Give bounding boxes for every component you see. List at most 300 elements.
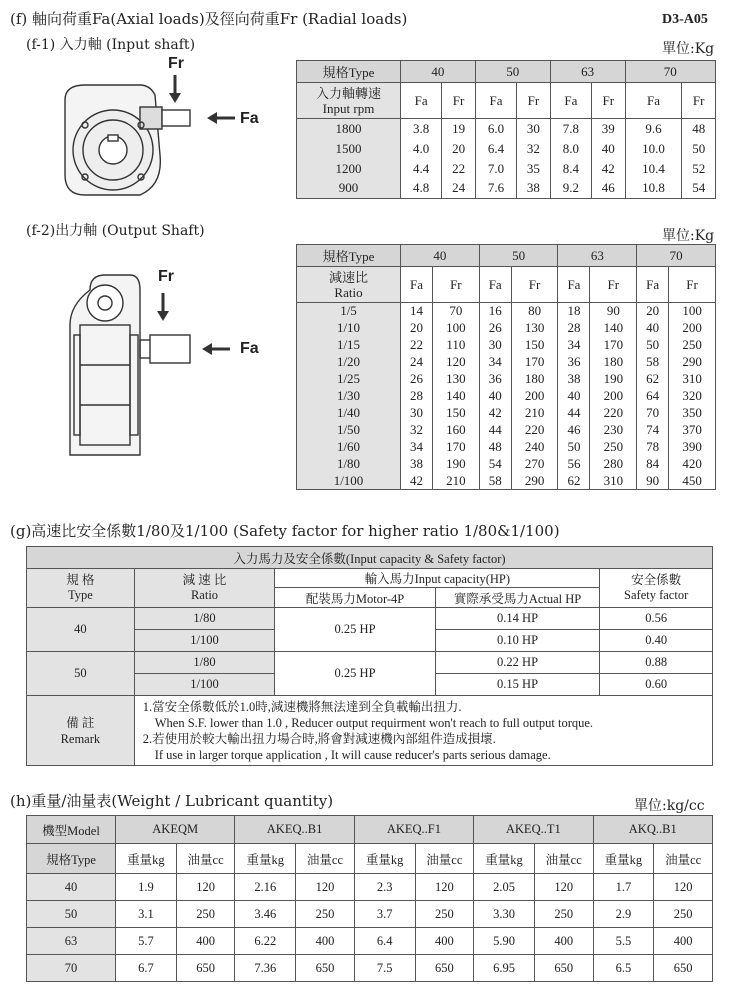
f2-cell: 220 <box>511 422 558 439</box>
g-remark-label <box>27 696 135 766</box>
h-cell: 1.7 <box>593 874 654 901</box>
g-input-capacity: 輸入馬力Input capacity(HP) <box>275 569 600 588</box>
f1-cell: 6.0 <box>475 119 516 139</box>
f1-cell: 20 <box>442 139 476 159</box>
f1-cell: 10.0 <box>625 139 682 159</box>
f1-cell: 54 <box>682 179 716 199</box>
g-remark-text <box>134 696 712 766</box>
f2-cell: 130 <box>432 371 479 388</box>
f2-cell: 100 <box>669 303 716 320</box>
table-row <box>27 901 713 928</box>
f1-subheader-row <box>297 83 716 119</box>
g-sf: 0.60 <box>600 674 713 696</box>
g-motor-50: 0.25 HP <box>275 652 436 696</box>
f1-cell: 7.8 <box>550 119 591 139</box>
f1-cell: 46 <box>592 179 626 199</box>
g-sf-en: Safety factor <box>624 588 689 602</box>
f1-cell: 4.8 <box>401 179 442 199</box>
table-row <box>297 119 716 139</box>
g-header-row-1 <box>27 569 713 588</box>
table-row <box>297 388 716 405</box>
f1-header-row <box>297 61 716 83</box>
f2-cell: 200 <box>669 320 716 337</box>
f2-cell: 270 <box>511 456 558 473</box>
f2-cell: 310 <box>669 371 716 388</box>
g-actual: 0.14 HP <box>435 608 599 630</box>
h-cell: 650 <box>654 955 713 982</box>
h-cell: 400 <box>654 928 713 955</box>
remark-line: 1.當安全係數低於1.0時,減速機將無法達到全負載輸出扭力. <box>142 699 462 714</box>
f2-cell: 140 <box>590 320 637 337</box>
h-col-weight: 重量kg <box>593 844 654 874</box>
f1-cell: 3.8 <box>401 119 442 139</box>
g-ratio: 1/100 <box>134 630 275 652</box>
f2-cell: 28 <box>401 388 433 405</box>
f1-rpm-label <box>297 83 401 119</box>
f2-row-key: 1/100 <box>297 473 401 490</box>
f2-cell: 290 <box>511 473 558 490</box>
h-row-key: 50 <box>27 901 116 928</box>
h-cell: 250 <box>534 901 593 928</box>
g-actual-header: 實際承受馬力Actual HP <box>435 588 599 608</box>
h-cell: 2.05 <box>474 874 535 901</box>
safety-factor-table <box>26 546 713 766</box>
section-h-title: (h)重量/油量表(Weight / Lubricant quantity) <box>10 792 334 810</box>
h-cell: 7.36 <box>235 955 296 982</box>
h-col-weight: 重量kg <box>354 844 415 874</box>
g-sf: 0.40 <box>600 630 713 652</box>
f2-row-key: 1/20 <box>297 354 401 371</box>
h-cell: 250 <box>654 901 713 928</box>
h-col-oil: 油量cc <box>534 844 593 874</box>
f2-cell: 30 <box>401 405 433 422</box>
f2-unit: 單位:Kg <box>662 228 715 244</box>
f2-cell: 20 <box>637 303 669 320</box>
f2-cell: 40 <box>637 320 669 337</box>
f1-rpm-label-cn: 入力軸轉速 <box>315 85 381 101</box>
f1-cell: 39 <box>592 119 626 139</box>
f2-cell: 190 <box>432 456 479 473</box>
f1-size-40: 40 <box>401 61 476 83</box>
f2-size-50: 50 <box>479 245 558 267</box>
f2-cell: 160 <box>432 422 479 439</box>
table-row <box>297 337 716 354</box>
f2-col-fa: Fa <box>401 267 433 303</box>
output-shaft-load-table <box>296 244 716 490</box>
h-model: AKQ..B1 <box>593 816 713 844</box>
g-sf-cn: 安全係數 <box>631 573 682 587</box>
f2-cell: 210 <box>511 405 558 422</box>
h-cell: 120 <box>534 874 593 901</box>
f2-cell: 38 <box>401 456 433 473</box>
f2-cell: 40 <box>479 388 511 405</box>
f2-row-key: 1/50 <box>297 422 401 439</box>
f2-row-key: 1/15 <box>297 337 401 354</box>
f2-row-key: 1/80 <box>297 456 401 473</box>
g-type-40: 40 <box>27 608 135 652</box>
h-cell: 6.22 <box>235 928 296 955</box>
h-type-label: 規格Type <box>27 844 116 874</box>
f1-cell: 9.6 <box>625 119 682 139</box>
f2-size-40: 40 <box>401 245 480 267</box>
f2-cell: 100 <box>432 320 479 337</box>
h-cell: 650 <box>176 955 235 982</box>
g-type-50: 50 <box>27 652 135 696</box>
f1-cell: 30 <box>517 119 551 139</box>
h-cell: 650 <box>534 955 593 982</box>
f2-cell: 28 <box>558 320 590 337</box>
f1-subtitle: (f-1) 入力軸 (Input shaft) <box>26 37 196 53</box>
h-cell: 5.7 <box>116 928 177 955</box>
remark-line: If use in larger torque application , It will cause reducer's parts serious damage. <box>154 747 551 762</box>
f2-cell: 200 <box>590 388 637 405</box>
f1-spec-label: 規格Type <box>297 61 401 83</box>
f2-cell: 90 <box>590 303 637 320</box>
f2-cell: 38 <box>558 371 590 388</box>
f2-cell: 34 <box>401 439 433 456</box>
f1-cell: 7.0 <box>475 159 516 179</box>
f2-cell: 150 <box>511 337 558 354</box>
f2-cell: 36 <box>558 354 590 371</box>
g-sf: 0.88 <box>600 652 713 674</box>
h-cell: 3.7 <box>354 901 415 928</box>
f1-col-fr: Fr <box>442 83 476 119</box>
f1-cell: 19 <box>442 119 476 139</box>
h-cell: 250 <box>296 901 355 928</box>
h-cell: 650 <box>415 955 474 982</box>
h-cell: 2.9 <box>593 901 654 928</box>
f2-size-63: 63 <box>558 245 637 267</box>
f1-cell: 32 <box>517 139 551 159</box>
remark-line: When S.F. lower than 1.0 , Reducer output requirment won't reach to full output torque. <box>154 715 594 730</box>
f2-cell: 54 <box>479 456 511 473</box>
g-ratio-en: Ratio <box>190 588 219 602</box>
f1-col-fa: Fa <box>625 83 682 119</box>
f1-cell: 10.8 <box>625 179 682 199</box>
page-code: D3-A05 <box>662 12 708 27</box>
g-ratio: 1/80 <box>134 652 275 674</box>
f2-cell: 56 <box>558 456 590 473</box>
g-motor-header: 配裝馬力Motor-4P <box>275 588 436 608</box>
h-cell: 6.4 <box>354 928 415 955</box>
f2-cell: 140 <box>432 388 479 405</box>
f2-row-key: 1/40 <box>297 405 401 422</box>
f2-cell: 80 <box>511 303 558 320</box>
g-sf: 0.56 <box>600 608 713 630</box>
h-model: AKEQ..T1 <box>474 816 593 844</box>
f2-cell: 290 <box>669 354 716 371</box>
g-ratio: 1/100 <box>134 674 275 696</box>
f1-cell: 24 <box>442 179 476 199</box>
h-row-key: 40 <box>27 874 116 901</box>
f2-cell: 170 <box>511 354 558 371</box>
f1-col-fr: Fr <box>517 83 551 119</box>
f1-size-50: 50 <box>475 61 550 83</box>
h-cell: 120 <box>654 874 713 901</box>
f2-col-fr: Fr <box>432 267 479 303</box>
g-sf-header <box>600 569 713 608</box>
h-model: AKEQ..B1 <box>235 816 354 844</box>
weight-lubricant-table <box>26 815 713 982</box>
g-type-en: Type <box>67 588 93 602</box>
g-remark-row <box>27 696 713 766</box>
h-cell: 400 <box>296 928 355 955</box>
f2-cell: 24 <box>401 354 433 371</box>
f2-cell: 170 <box>432 439 479 456</box>
f2-cell: 210 <box>432 473 479 490</box>
table-row <box>297 159 716 179</box>
f2-cell: 44 <box>558 405 590 422</box>
g-ratio-header <box>134 569 275 608</box>
f2-size-70: 70 <box>637 245 716 267</box>
f2-cell: 44 <box>479 422 511 439</box>
h-row-key: 63 <box>27 928 116 955</box>
h-cell: 120 <box>415 874 474 901</box>
f1-col-fa: Fa <box>550 83 591 119</box>
g-remark-cn: 備 註 <box>66 715 95 730</box>
f1-size-63: 63 <box>550 61 625 83</box>
f1-cell: 4.0 <box>401 139 442 159</box>
h-cell: 3.1 <box>116 901 177 928</box>
h-row-key: 70 <box>27 955 116 982</box>
f2-cell: 22 <box>401 337 433 354</box>
table-row <box>297 422 716 439</box>
f2-cell: 42 <box>401 473 433 490</box>
table-row <box>27 955 713 982</box>
h-cell: 6.7 <box>116 955 177 982</box>
h-cell: 120 <box>296 874 355 901</box>
f2-cell: 150 <box>432 405 479 422</box>
f2-cell: 16 <box>479 303 511 320</box>
g-table-title: 入力馬力及安全係數(Input capacity & Safety factor) <box>27 547 713 569</box>
f2-col-fr: Fr <box>511 267 558 303</box>
f1-cell: 8.4 <box>550 159 591 179</box>
f2-row-key: 1/5 <box>297 303 401 320</box>
h-cell: 400 <box>534 928 593 955</box>
h-cell: 3.46 <box>235 901 296 928</box>
g-actual: 0.10 HP <box>435 630 599 652</box>
h-col-weight: 重量kg <box>116 844 177 874</box>
f2-row-key: 1/25 <box>297 371 401 388</box>
table-row <box>297 354 716 371</box>
h-col-oil: 油量cc <box>415 844 474 874</box>
f2-cell: 64 <box>637 388 669 405</box>
f2-col-fr: Fr <box>590 267 637 303</box>
f2-cell: 280 <box>590 456 637 473</box>
h-cell: 2.16 <box>235 874 296 901</box>
g-motor-40: 0.25 HP <box>275 608 436 652</box>
f1-rpm-label-en: Input rpm <box>322 100 375 116</box>
table-row <box>27 652 713 674</box>
f2-cell: 130 <box>511 320 558 337</box>
f1-cell: 9.2 <box>550 179 591 199</box>
f2-cell: 240 <box>511 439 558 456</box>
h-cell: 2.3 <box>354 874 415 901</box>
f2-cell: 90 <box>637 473 669 490</box>
f2-cell: 26 <box>479 320 511 337</box>
f2-ratio-label-en: Ratio <box>334 284 363 300</box>
g-remark-en: Remark <box>60 731 101 746</box>
f2-cell: 74 <box>637 422 669 439</box>
f2-cell: 70 <box>637 405 669 422</box>
input-shaft-load-table <box>296 60 716 199</box>
f2-fr-label: Fr <box>158 268 174 285</box>
f2-cell: 420 <box>669 456 716 473</box>
h-col-weight: 重量kg <box>235 844 296 874</box>
table-row <box>27 608 713 630</box>
h-cell: 250 <box>176 901 235 928</box>
f2-fa-label: Fa <box>240 340 259 357</box>
f1-cell: 4.4 <box>401 159 442 179</box>
table-row <box>297 179 716 199</box>
f1-row-key: 1500 <box>297 139 401 159</box>
f1-fr-label: Fr <box>168 55 184 72</box>
remark-line: 2.若使用於較大輸出扭力場合時,將會對減速機內部組件造成損壞. <box>142 731 496 746</box>
h-cell: 1.9 <box>116 874 177 901</box>
f2-cell: 34 <box>479 354 511 371</box>
f2-col-fr: Fr <box>669 267 716 303</box>
f2-cell: 390 <box>669 439 716 456</box>
f2-cell: 14 <box>401 303 433 320</box>
g-ratio-cn: 減 速 比 <box>182 573 227 587</box>
f2-cell: 46 <box>558 422 590 439</box>
table-row <box>297 303 716 320</box>
f1-cell: 48 <box>682 119 716 139</box>
f1-cell: 10.4 <box>625 159 682 179</box>
f2-cell: 70 <box>432 303 479 320</box>
f2-cell: 50 <box>637 337 669 354</box>
f2-col-fa: Fa <box>558 267 590 303</box>
g-actual: 0.15 HP <box>435 674 599 696</box>
h-cell: 7.5 <box>354 955 415 982</box>
f2-cell: 170 <box>590 337 637 354</box>
h-model: AKEQM <box>116 816 235 844</box>
f2-cell: 350 <box>669 405 716 422</box>
f2-col-fa: Fa <box>637 267 669 303</box>
g-actual: 0.22 HP <box>435 652 599 674</box>
table-row <box>297 371 716 388</box>
h-cell: 6.95 <box>474 955 535 982</box>
f1-row-key: 1200 <box>297 159 401 179</box>
f1-size-70: 70 <box>625 61 715 83</box>
f2-cell: 84 <box>637 456 669 473</box>
f2-cell: 40 <box>558 388 590 405</box>
f2-cell: 32 <box>401 422 433 439</box>
table-row <box>297 139 716 159</box>
h-model: AKEQ..F1 <box>354 816 473 844</box>
f2-cell: 120 <box>432 354 479 371</box>
f2-cell: 58 <box>479 473 511 490</box>
g-title-row <box>27 547 713 569</box>
table-row <box>297 473 716 490</box>
f2-cell: 180 <box>590 354 637 371</box>
g-type-cn: 規 格 <box>66 573 95 587</box>
f2-header-row <box>297 245 716 267</box>
f2-cell: 36 <box>479 371 511 388</box>
f1-cell: 35 <box>517 159 551 179</box>
f2-cell: 34 <box>558 337 590 354</box>
f2-cell: 30 <box>479 337 511 354</box>
h-col-oil: 油量cc <box>296 844 355 874</box>
f2-cell: 230 <box>590 422 637 439</box>
f2-cell: 62 <box>637 371 669 388</box>
f2-cell: 78 <box>637 439 669 456</box>
table-row <box>297 405 716 422</box>
f1-cell: 8.0 <box>550 139 591 159</box>
h-col-oil: 油量cc <box>654 844 713 874</box>
f2-cell: 42 <box>479 405 511 422</box>
g-type-header <box>27 569 135 608</box>
f1-row-key: 900 <box>297 179 401 199</box>
f2-cell: 180 <box>511 371 558 388</box>
f2-col-fa: Fa <box>479 267 511 303</box>
f2-cell: 450 <box>669 473 716 490</box>
h-cell: 250 <box>415 901 474 928</box>
table-row <box>297 320 716 337</box>
f1-row-key: 1800 <box>297 119 401 139</box>
f1-cell: 52 <box>682 159 716 179</box>
f2-cell: 310 <box>590 473 637 490</box>
f1-cell: 6.4 <box>475 139 516 159</box>
table-row <box>27 928 713 955</box>
h-cell: 120 <box>176 874 235 901</box>
f2-row-key: 1/30 <box>297 388 401 405</box>
f2-cell: 48 <box>479 439 511 456</box>
f2-row-key: 1/10 <box>297 320 401 337</box>
f2-cell: 110 <box>432 337 479 354</box>
f1-col-fr: Fr <box>682 83 716 119</box>
f1-cell: 22 <box>442 159 476 179</box>
table-row <box>297 439 716 456</box>
h-cell: 6.5 <box>593 955 654 982</box>
h-cell: 5.5 <box>593 928 654 955</box>
f2-cell: 250 <box>590 439 637 456</box>
f2-subtitle: (f-2)出力軸 (Output Shaft) <box>26 223 205 239</box>
f2-cell: 320 <box>669 388 716 405</box>
h-model-row <box>27 816 713 844</box>
f1-cell: 42 <box>592 159 626 179</box>
f2-ratio-label <box>297 267 401 303</box>
f2-cell: 250 <box>669 337 716 354</box>
section-f-title: (f) 軸向荷重Fa(Axial loads)及徑向荷重Fr (Radial loads) <box>10 10 408 28</box>
h-col-weight: 重量kg <box>474 844 535 874</box>
output-shaft-diagram <box>60 265 270 470</box>
f2-cell: 20 <box>401 320 433 337</box>
section-g-title: (g)高速比安全係數1/80及1/100 (Safety factor for higher ratio 1/80&1/100) <box>10 522 560 540</box>
h-cell: 5.90 <box>474 928 535 955</box>
f1-cell: 40 <box>592 139 626 159</box>
f2-ratio-label-cn: 減速比 <box>328 269 368 285</box>
f2-cell: 190 <box>590 371 637 388</box>
h-col-oil: 油量cc <box>176 844 235 874</box>
f2-spec-label: 規格Type <box>297 245 401 267</box>
h-cell: 3.30 <box>474 901 535 928</box>
h-subheader-row <box>27 844 713 874</box>
table-row <box>27 874 713 901</box>
f1-cell: 7.6 <box>475 179 516 199</box>
f2-cell: 18 <box>558 303 590 320</box>
f2-subheader-row <box>297 267 716 303</box>
f2-cell: 62 <box>558 473 590 490</box>
f1-col-fr: Fr <box>592 83 626 119</box>
table-row <box>297 456 716 473</box>
h-unit: 單位:kg/cc <box>634 798 705 814</box>
input-shaft-diagram <box>55 55 260 215</box>
f2-cell: 58 <box>637 354 669 371</box>
f2-cell: 220 <box>590 405 637 422</box>
f1-cell: 38 <box>517 179 551 199</box>
g-ratio: 1/80 <box>134 608 275 630</box>
